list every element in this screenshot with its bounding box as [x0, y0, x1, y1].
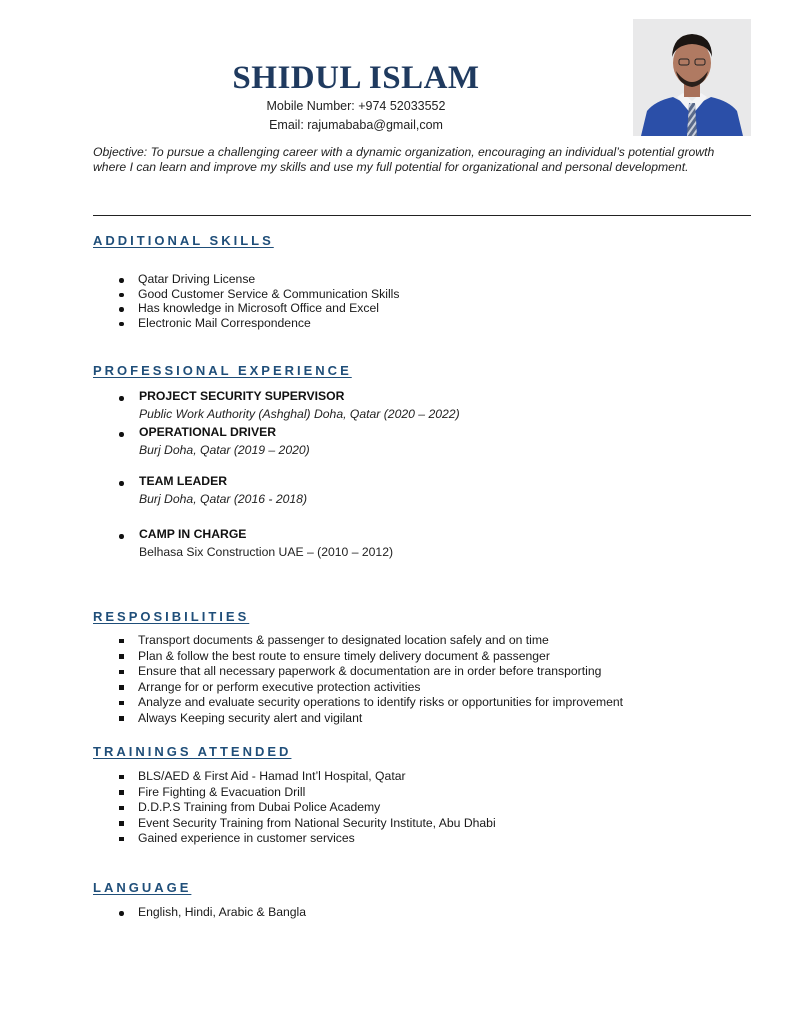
job-title: PROJECT SECURITY SUPERVISOR	[139, 389, 345, 403]
list-item: Gained experience in customer services	[116, 831, 496, 847]
list-item: Ensure that all necessary paperwork & documentation are in order before transporting	[116, 664, 623, 680]
list-item: Arrange for or perform executive protection activities	[116, 680, 623, 696]
objective-text: Objective: To pursue a challenging career with a dynamic organization, encouraging an individual’s potential growth where I can learn and improve my skills and use my full potential for organizational and personal development.	[93, 145, 715, 174]
person-portrait-icon	[633, 19, 751, 136]
list-item: Has knowledge in Microsoft Office and Excel	[116, 301, 399, 316]
list-item: Transport documents & passenger to designated location safely and on time	[116, 633, 623, 649]
list-item: Always Keeping security alert and vigilant	[116, 711, 623, 727]
list-item: BLS/AED & First Aid - Hamad Int’l Hospital, Qatar	[116, 769, 496, 785]
section-heading-additional-skills: ADDITIONAL SKILLS	[93, 233, 274, 248]
candidate-name: SHIDUL ISLAM	[232, 60, 480, 96]
list-item: Plan & follow the best route to ensure timely delivery document & passenger	[116, 649, 623, 665]
bullet-icon	[119, 432, 124, 437]
divider	[93, 215, 751, 216]
trainings-list	[116, 769, 496, 847]
list-item: Electronic Mail Correspondence	[116, 316, 399, 331]
list-item: Qatar Driving License	[116, 272, 399, 287]
section-heading-responsibilities: RESPOSIBILITIES	[93, 609, 250, 624]
job-title: CAMP IN CHARGE	[139, 527, 247, 541]
profile-photo	[633, 19, 751, 136]
language-list	[116, 905, 306, 920]
bullet-icon	[119, 396, 124, 401]
section-heading-trainings: TRAININGS ATTENDED	[93, 744, 292, 759]
section-heading-professional-experience: PROFESSIONAL EXPERIENCE	[93, 363, 352, 378]
list-item: Good Customer Service & Communication Skills	[116, 287, 399, 302]
responsibilities-list	[116, 633, 623, 727]
job-detail: Burj Doha, Qatar (2019 – 2020)	[139, 443, 310, 457]
mobile-number: Mobile Number: +974 52033552	[266, 99, 446, 113]
job-detail: Belhasa Six Construction UAE – (2010 – 2012)	[139, 545, 394, 559]
additional-skills-list	[116, 272, 399, 330]
job-title: OPERATIONAL DRIVER	[139, 425, 277, 439]
list-item: Analyze and evaluate security operations to identify risks or opportunities for improvement	[116, 695, 623, 711]
bullet-icon	[119, 481, 124, 486]
job-title: TEAM LEADER	[139, 474, 228, 488]
email-address: Email: rajumababa@gmail,com	[269, 118, 443, 132]
bullet-icon	[119, 534, 124, 539]
section-heading-language: LANGUAGE	[93, 880, 192, 895]
list-item: Event Security Training from National Security Institute, Abu Dhabi	[116, 816, 496, 832]
list-item: D.D.P.S Training from Dubai Police Academy	[116, 800, 496, 816]
list-item: English, Hindi, Arabic & Bangla	[116, 905, 306, 920]
list-item: Fire Fighting & Evacuation Drill	[116, 785, 496, 801]
job-detail: Public Work Authority (Ashghal) Doha, Qatar (2020 – 2022)	[139, 407, 460, 421]
job-detail: Burj Doha, Qatar (2016 - 2018)	[139, 492, 308, 506]
